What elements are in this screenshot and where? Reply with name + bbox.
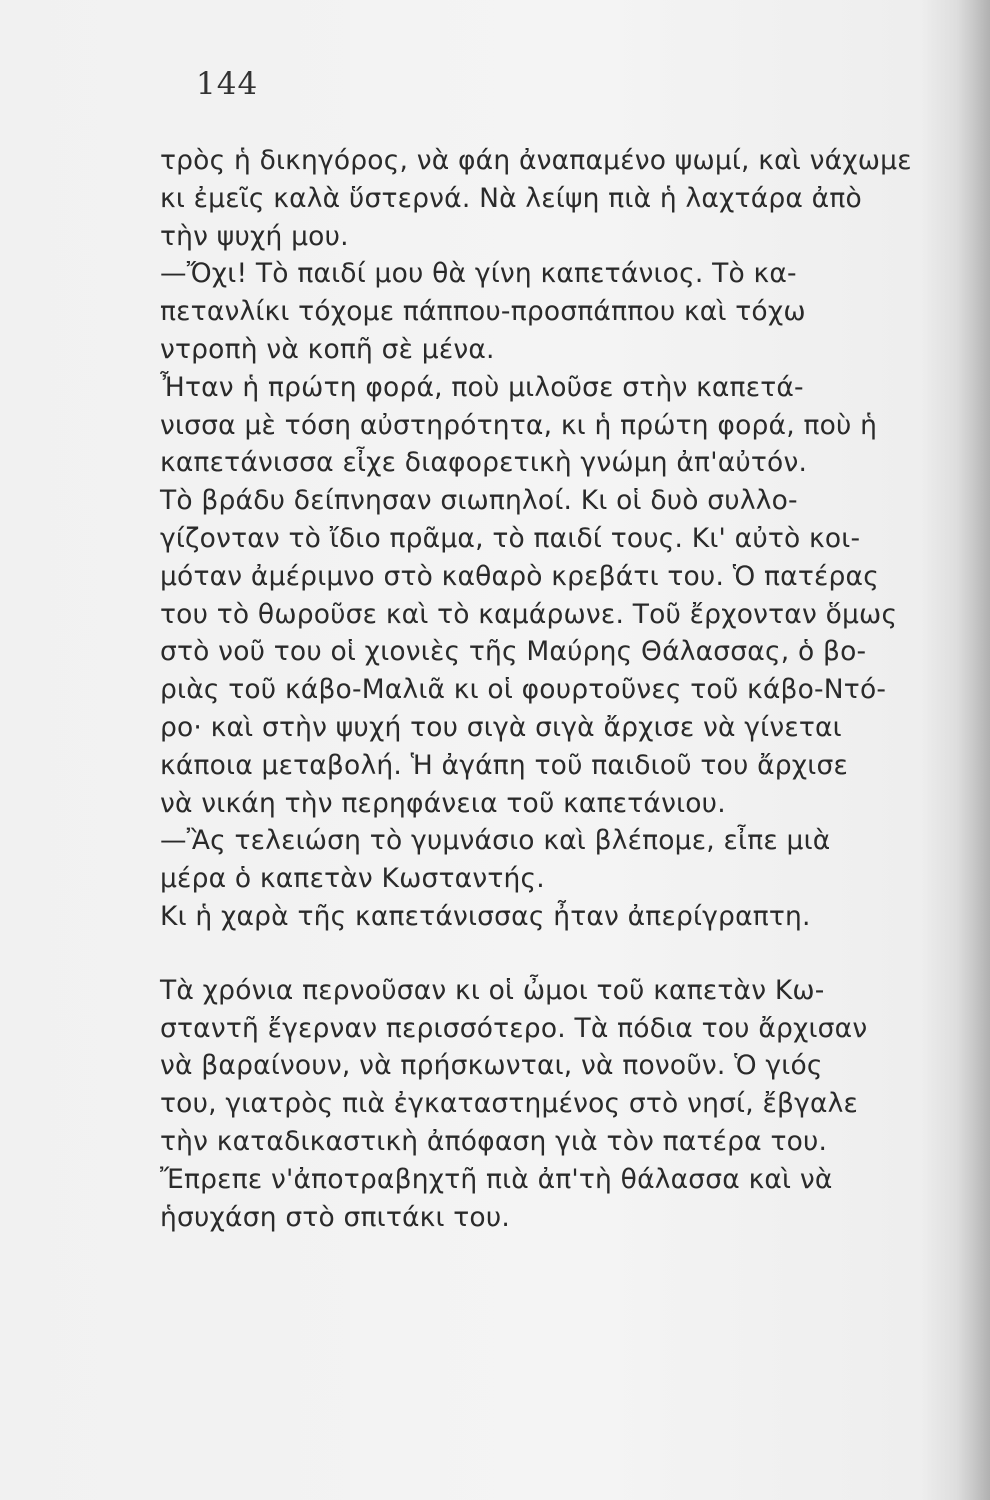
text-line: τρὸς ἡ δικηγόρος, νὰ φάη ἀναπαμένο ψωμί, καὶ νάχωμε — [160, 145, 912, 176]
text-line: τὴν καταδικαστικὴ ἀπόφαση γιὰ τὸν πατέρα του. — [160, 1125, 828, 1157]
paragraph — [160, 369, 950, 482]
text-line: καπετάνισσα εἶχε διαφορετικὴ γνώμη ἀπ'αὐτόν. — [160, 447, 808, 479]
text-line: Τὸ βράδυ δείπνησαν σιωπηλοί. Κι οἱ δυὸ συλλο- — [160, 485, 798, 517]
text-line: ἡσυχάση στὸ σπιτάκι του. — [160, 1201, 510, 1233]
text-line: ρο· καὶ στὴν ψυχή του σιγὰ σιγὰ ἄρχισε νὰ γίνεται — [160, 711, 842, 743]
text-line: Τὰ χρόνια περνοῦσαν κι οἱ ὦμοι τοῦ καπετὰν Κω- — [160, 974, 825, 1006]
text-line: πετανλίκι τόχομε πάππου-προσπάππου καὶ τόχω — [160, 296, 806, 328]
text-line: του, γιατρὸς πιὰ ἐγκαταστημένος στὸ νησί, ἔβγαλε — [160, 1088, 859, 1120]
text-line: μέρα ὁ καπετὰν Κωσταντής. — [160, 863, 545, 895]
paragraph — [160, 898, 950, 936]
text-line: του τὸ θωροῦσε καὶ τὸ καμάρωνε. Τοῦ ἔρχονταν ὅμως — [160, 598, 898, 630]
text-line: νὰ νικάη τὴν περηφάνεια τοῦ καπετάνιου. — [160, 787, 726, 819]
text-line: νὰ βαραίνουν, νὰ πρήσκωνται, νὰ πονοῦν. Ὁ γιός — [160, 1050, 823, 1082]
text-line: τὴν ψυχή μου. — [160, 220, 349, 252]
text-line: κι ἐμεῖς καλὰ ὕστερνά. Νὰ λείψη πιὰ ἡ λαχτάρα ἀπὸ — [160, 182, 862, 214]
text-line: σταντῆ ἔγερναν περισσότερο. Τὰ πόδια του ἄρχισαν — [160, 1012, 868, 1044]
body-text — [160, 142, 950, 1236]
paragraph — [160, 255, 950, 368]
text-line: Ἔπρεπε ν'ἀποτραβηχτῆ πιὰ ἀπ'τὴ θάλασσα καὶ νὰ — [160, 1163, 833, 1195]
text-line: νισσα μὲ τόση αὐστηρότητα, κι ἡ πρώτη φορά, ποὺ ἡ — [160, 409, 878, 441]
paragraph — [160, 972, 950, 1237]
paragraph — [160, 482, 950, 822]
text-line: Ἦταν ἡ πρώτη φορά, ποὺ μιλοῦσε στὴν καπετά- — [160, 371, 804, 403]
text-line: μόταν ἀμέριμνο στὸ καθαρὸ κρεβάτι του. Ὁ πατέρας — [160, 560, 879, 592]
text-line: ντροπὴ νὰ κοπῆ σὲ μένα. — [160, 333, 495, 365]
text-line: —Ὄχι! Τὸ παιδί μου θὰ γίνη καπετάνιος. Τὸ κα- — [160, 258, 797, 290]
text-line: στὸ νοῦ του οἱ χιονιὲς τῆς Μαύρης Θάλασσας, ὁ βο- — [160, 636, 867, 668]
spine-shadow — [956, 0, 990, 1500]
paragraph — [160, 822, 950, 898]
page-number: 144 — [196, 66, 259, 102]
text-line: κάποια μεταβολή. Ἡ ἀγάπη τοῦ παιδιοῦ του ἄρχισε — [160, 749, 848, 781]
text-line: Κι ἡ χαρὰ τῆς καπετάνισσας ἦταν ἀπερίγραπτη. — [160, 900, 811, 932]
text-line: ριὰς τοῦ κάβο-Μαλιᾶ κι οἱ φουρτοῦνες τοῦ κάβο-Ντό- — [160, 674, 887, 706]
paragraph — [160, 142, 950, 255]
text-line: γίζονταν τὸ ἴδιο πρᾶμα, τὸ παιδί τους. Κι' αὐτὸ κοι- — [160, 522, 861, 554]
text-line: —Ἂς τελειώση τὸ γυμνάσιο καὶ βλέπομε, εἶπε μιὰ — [160, 825, 831, 857]
section-break — [160, 936, 950, 972]
